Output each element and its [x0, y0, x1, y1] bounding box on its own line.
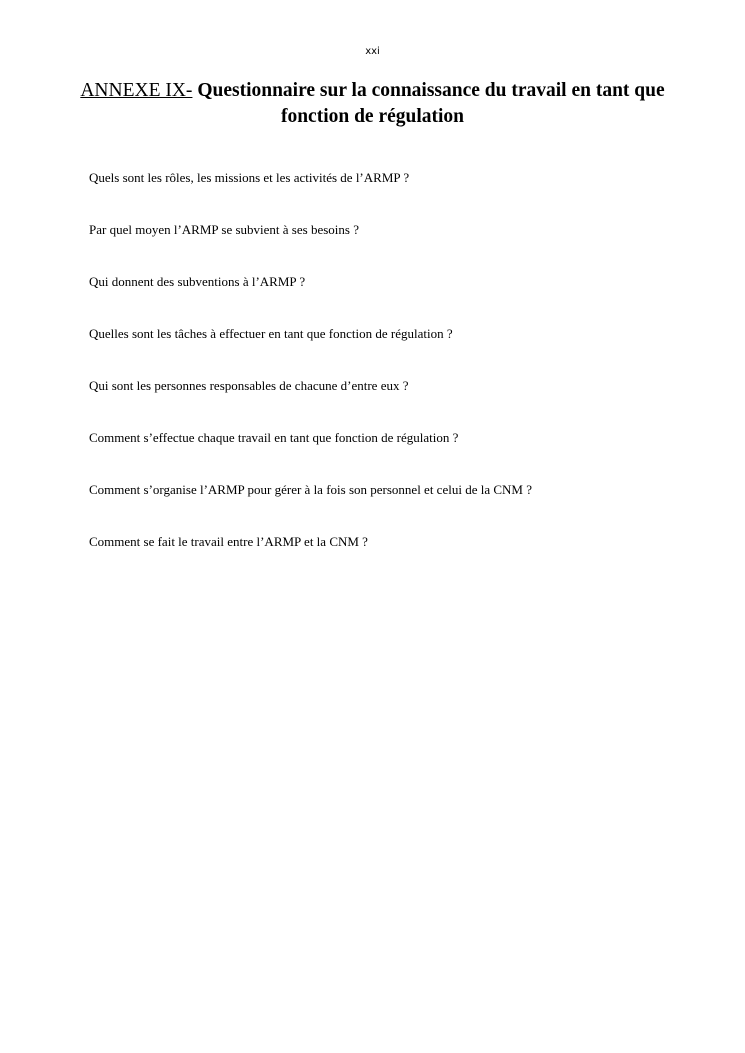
question-3: Qui donnent des subventions à l’ARMP ? — [89, 274, 306, 289]
annex-label: ANNEXE IX- — [80, 80, 193, 101]
title-text: Questionnaire sur la connaissance du travail en tant que fonction de régulation — [192, 80, 665, 127]
question-6: Comment s’effectue chaque travail en tant que fonction de régulation ? — [89, 430, 459, 445]
question-7: Comment s’organise l’ARMP pour gérer à la fois son personnel et celui de la CNM ? — [89, 482, 532, 497]
question-5: Qui sont les personnes responsables de chacune d’entre eux ? — [89, 378, 409, 393]
question-8: Comment se fait le travail entre l’ARMP et la CNM ? — [89, 534, 368, 549]
question-1: Quels sont les rôles, les missions et les activités de l’ARMP ? — [89, 170, 410, 185]
page-title — [60, 78, 685, 130]
question-2: Par quel moyen l’ARMP se subvient à ses besoins ? — [89, 222, 359, 237]
question-4: Quelles sont les tâches à effectuer en tant que fonction de régulation ? — [89, 326, 453, 341]
page-number: xxi — [365, 46, 380, 57]
question-list — [89, 169, 709, 585]
